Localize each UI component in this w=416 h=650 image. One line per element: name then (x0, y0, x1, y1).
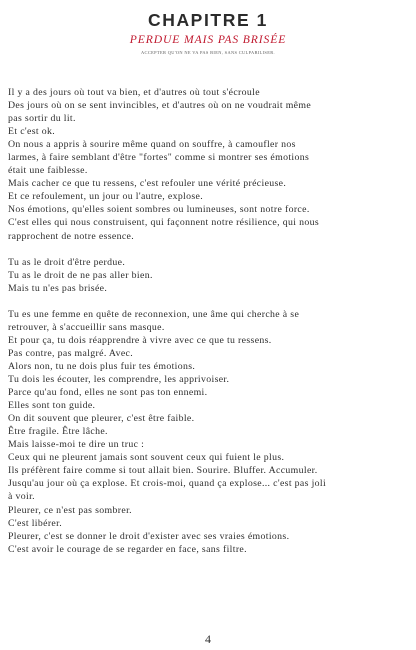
body-line: Tu as le droit de ne pas aller bien. (8, 269, 153, 281)
body-line: était une faiblesse. (8, 165, 88, 177)
body-line: Alors non, tu ne dois plus fuir tes émotions. (8, 360, 196, 372)
body-line: Et pour ça, tu dois réapprendre à vivre avec ce que tu ressens. (8, 334, 272, 346)
paragraph-gap (8, 243, 408, 256)
body-line: C'est avoir le courage de se regarder en face, sans filtre. (8, 543, 247, 555)
body-line: Des jours où on se sent invincibles, et d'autres où on ne voudrait même (8, 100, 312, 112)
body-line: Il y a des jours où tout va bien, et d'autres où tout s'écroule (8, 87, 260, 98)
page-number: 4 (205, 632, 211, 646)
body-line: Ceux qui ne pleurent jamais sont souvent ceux qui fuient le plus. (8, 452, 285, 464)
chapter-title: CHAPITRE 1 (147, 10, 269, 30)
body-line: Ils préfèrent faire comme si tout allait bien. Sourire. Bluffer. Accumuler. (8, 465, 318, 477)
body-line: Mais laisse-moi te dire un truc : (8, 439, 145, 451)
paragraph-gap (8, 295, 408, 308)
body-line: Pleurer, ce n'est pas sombrer. (8, 504, 132, 516)
chapter-tagline: ACCEPTER QU'ON NE VA PAS BIEN, SANS CULPABILISER. (141, 50, 275, 55)
body-line: Être fragile. Être lâche. (8, 426, 108, 438)
body-line: Et c'est ok. (8, 126, 56, 138)
body-line: On nous a appris à sourire même quand on souffre, à camoufler nos (8, 139, 296, 151)
body-line: Tu as le droit d'être perdue. (8, 256, 126, 268)
body-line: Tu es une femme en quête de reconnexion, une âme qui cherche à se (8, 308, 300, 320)
body-line: Et ce refoulement, un jour ou l'autre, explose. (8, 191, 204, 203)
body-line: larmes, à faire semblant d'être "fortes" comme si montrer ses émotions (8, 152, 310, 164)
body-line: Mais cacher ce que tu ressens, c'est refouler une vérité précieuse. (8, 178, 287, 190)
body-line: Nos émotions, qu'elles soient sombres ou lumineuses, sont notre force. (8, 204, 310, 216)
body-line: C'est elles qui nous construisent, qui façonnent notre résilience, qui nous (8, 217, 319, 229)
body-line: C'est libérer. (8, 517, 63, 529)
body-line: pas sortir du lit. (8, 113, 76, 125)
body-line: retrouver, à s'accueillir sans masque. (8, 321, 165, 333)
body-line: à voir. (8, 491, 35, 503)
body-line: Jusqu'au jour où ça explose. Et crois-moi, quand ça explose... c'est pas joli (8, 478, 327, 490)
body-line: Elles sont ton guide. (8, 400, 96, 412)
chapter-body (8, 86, 408, 556)
body-line: rapprochent de notre essence. (8, 230, 135, 242)
body-line: Pas contre, pas malgré. Avec. (8, 347, 134, 359)
body-line: On dit souvent que pleurer, c'est être faible. (8, 413, 195, 425)
chapter-subtitle: PERDUE MAIS PAS BRISÉE (129, 33, 287, 46)
body-line: Pleurer, c'est se donner le droit d'exister avec ses vraies émotions. (8, 530, 290, 542)
body-line: Parce qu'au fond, elles ne sont pas ton ennemi. (8, 387, 208, 399)
body-line: Tu dois les écouter, les comprendre, les apprivoiser. (8, 374, 230, 386)
body-line: Mais tu n'es pas brisée. (8, 282, 108, 294)
